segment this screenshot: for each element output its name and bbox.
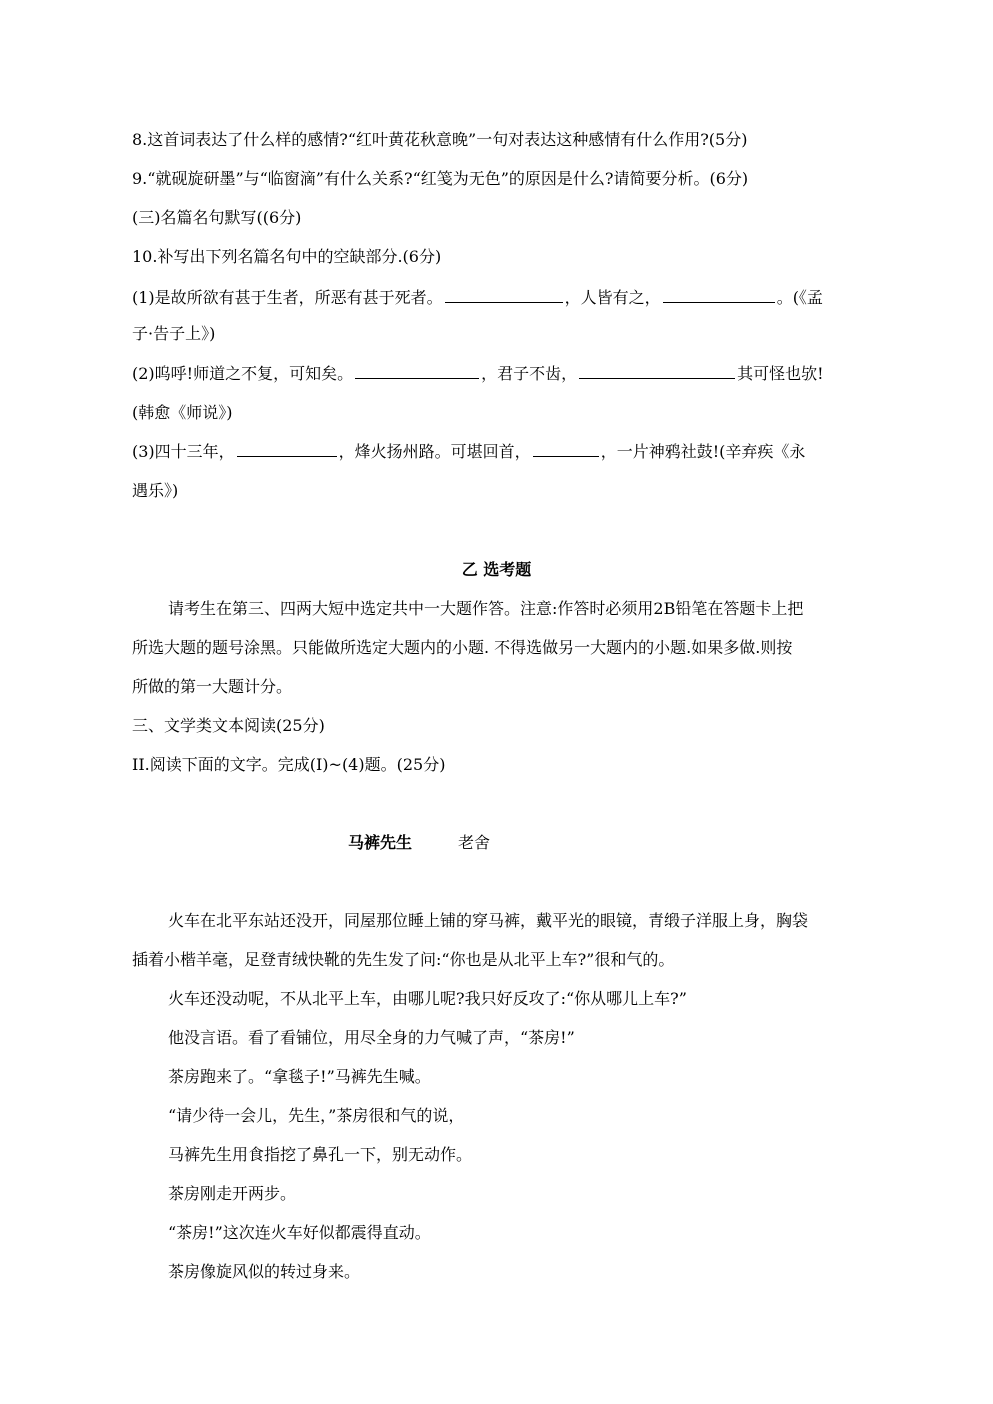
section-heading-literature: 三、文学类文本阅读(25分): [132, 716, 325, 735]
story-line: 茶房像旋风似的转过身来。: [168, 1262, 361, 1281]
fill-item-3-text-c: ，一片神鸦社鼓!(辛弃疾《永: [600, 442, 806, 461]
answer-blank[interactable]: [355, 362, 479, 379]
fill-item-2-text-c: 其可怪也欤!: [737, 364, 824, 383]
story-line: 茶房刚走开两步。: [168, 1184, 297, 1203]
question-8: 8.这首词表达了什么样的感情?“红叶黄花秋意晚”一句对表达这种感情有什么作用?(5分): [132, 130, 748, 149]
fill-item-1-text-c: 。(《孟: [776, 288, 823, 307]
fill-item-3: [132, 440, 805, 464]
fill-item-3-text-b: ，烽火扬州路。可堪回首，: [338, 442, 531, 461]
fill-item-2-text-b: ，君子不齿，: [481, 364, 578, 383]
fill-item-2-source: (韩愈《师说》): [132, 403, 233, 422]
story-line: “茶房!”这次连火车好似都震得直动。: [168, 1223, 431, 1242]
instruction-line-1: 请考生在第三、四两大短中选定共中一大题作答。注意:作答时必须用2B铅笔在答题卡上把: [168, 599, 804, 618]
answer-blank[interactable]: [663, 286, 775, 303]
story-author: 老舍: [458, 833, 491, 852]
story-line: 他没言语。看了看铺位，用尽全身的力气喊了声，“茶房!”: [168, 1028, 575, 1047]
fill-item-1-text-a: (1)是故所欲有甚于生者，所恶有甚于死者。: [132, 288, 443, 307]
fill-item-1-source: 子·告子上》): [132, 324, 216, 343]
answer-blank[interactable]: [237, 440, 337, 457]
instruction-line-2: 所选大题的题号涂黑。只能做所选定大题内的小题. 不得选做另一大题内的小题.如果多做.则按: [132, 638, 793, 657]
story-heading: [348, 831, 490, 855]
question-11: II.阅读下面的文字。完成(I)~(4)题。(25分): [132, 755, 446, 774]
story-line: 马裤先生用食指挖了鼻孔一下，别无动作。: [168, 1145, 473, 1164]
answer-blank[interactable]: [445, 286, 563, 303]
fill-item-1: [132, 286, 823, 310]
fill-item-2: [132, 362, 824, 386]
fill-item-2-text-a: (2)呜呼!师道之不复，可知矣。: [132, 364, 354, 383]
question-10: 10.补写出下列名篇名句中的空缺部分.(6分): [132, 247, 442, 266]
story-title: 马裤先生: [348, 833, 413, 852]
answer-blank[interactable]: [579, 362, 735, 379]
fill-item-3-text-a: (3)四十三年，: [132, 442, 235, 461]
instruction-line-3: 所做的第一大题计分。: [132, 677, 293, 696]
fill-item-1-text-b: ，人皆有之，: [564, 288, 661, 307]
elective-section-title: 乙 选考题: [461, 560, 532, 579]
story-paragraph-1-line-1: 火车在北平东站还没开，同屋那位睡上铺的穿马裤，戴平光的眼镜，青缎子洋服上身，胸袋: [168, 911, 809, 930]
answer-blank[interactable]: [533, 440, 599, 457]
question-9: 9.“就砚旋研墨”与“临窗滴”有什么关系?“红笺为无色”的原因是什么?请简要分析。(6分): [132, 169, 749, 188]
story-paragraph-1-line-2: 插着小楷羊毫，足登青绒快靴的先生发了问:“你也是从北平上车?”很和气的。: [132, 950, 675, 969]
section-heading-recitation: (三)名篇名句默写((6分): [132, 208, 302, 227]
story-line: 茶房跑来了。“拿毯子!”马裤先生喊。: [168, 1067, 431, 1086]
fill-item-3-source: 遇乐》): [132, 481, 179, 500]
story-line: “请少待一会儿，先生，”茶房很和气的说，: [168, 1106, 465, 1125]
story-line: 火车还没动呢，不从北平上车，由哪儿呢?我只好反攻了:“你从哪儿上车?”: [168, 989, 687, 1008]
